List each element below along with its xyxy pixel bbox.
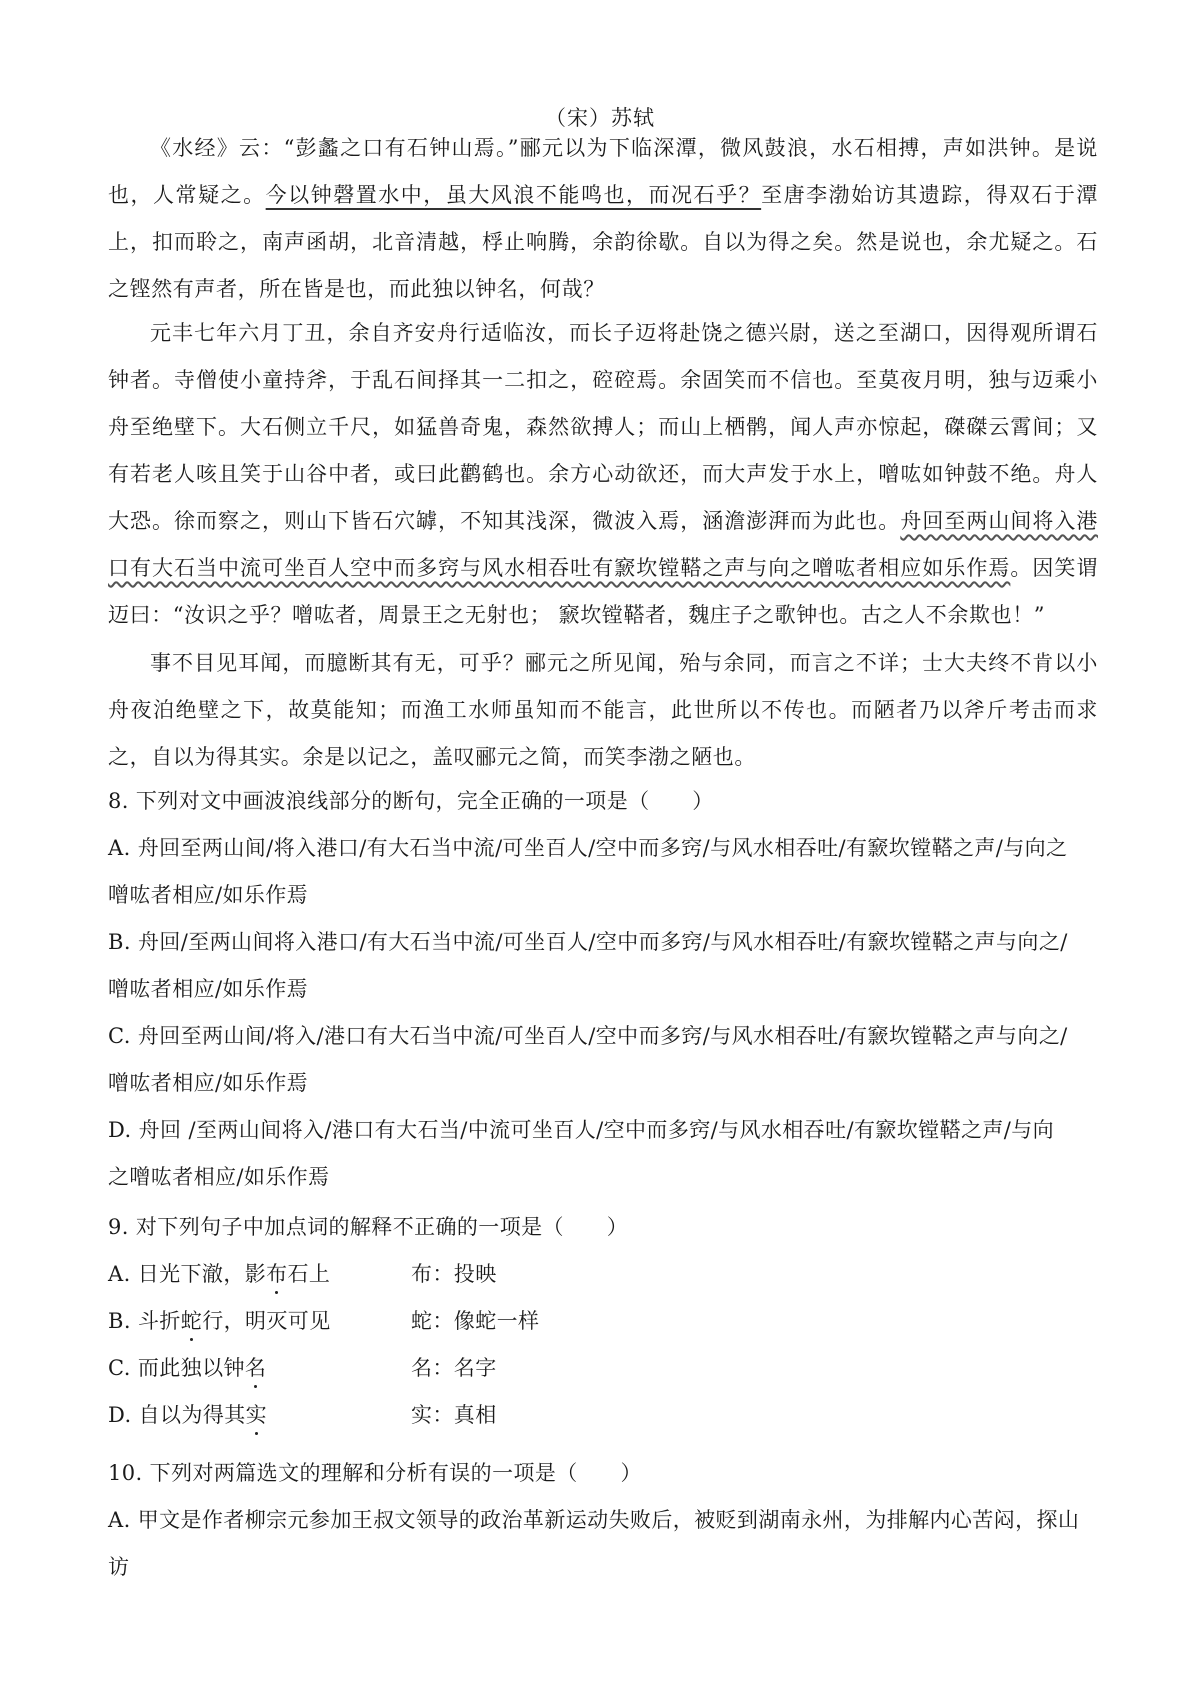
dotted-word: 布 bbox=[266, 1251, 287, 1298]
passage-paragraph-1 bbox=[108, 125, 1098, 313]
dotted-word: 实 bbox=[246, 1392, 267, 1439]
option-c-line-1: C. 舟回至两山间/将入/港口有大石当中流/可坐百人/空中而多窍/与风水相吞吐/有窾坎镗鞳之声与向之/ bbox=[108, 1024, 1068, 1048]
explanation: 蛇：像蛇一样 bbox=[411, 1309, 540, 1333]
question-9-stem bbox=[108, 1204, 1098, 1251]
question-stem: 10. 下列对两篇选文的理解和分析有误的一项是（ ） bbox=[108, 1461, 642, 1485]
underlined-sentence: 今以钟磬置水中，虽大风浪不能鸣也，而况石乎？ bbox=[265, 183, 762, 207]
question-10 bbox=[108, 1450, 1098, 1591]
passage-paragraph-3 bbox=[108, 640, 1098, 781]
option-c-line-2: 噌吰者相应/如乐作焉 bbox=[108, 1071, 309, 1095]
dotted-word: 名 bbox=[245, 1345, 266, 1392]
passage-text: 。因笑谓迈曰：“汝识之乎？噌吰者，周景王之无射也； 窾坎镗鞳者，魏庄子之歌钟也。古之人不余欺也！” bbox=[108, 556, 1098, 627]
question-stem: 8. 下列对文中画波浪线部分的断句，完全正确的一项是（ ） bbox=[108, 789, 714, 813]
option-b-line-1: B. 舟回/至两山间将入港口/有大石当中流/可坐百人/空中而多窍/与风水相吞吐/有窾坎镗鞳之声与向之/ bbox=[108, 930, 1068, 954]
q9-option-c: C. 而此独以钟名 名：名字 bbox=[108, 1345, 1098, 1392]
q9-option-a: A. 日光下澈，影布石上 布：投映 bbox=[108, 1251, 1098, 1298]
explanation: 名：名字 bbox=[411, 1356, 497, 1380]
question-stem: 9. 对下列句子中加点词的解释不正确的一项是（ ） bbox=[108, 1215, 629, 1239]
q9-option-d: D. 自以为得其实 实：真相 bbox=[108, 1392, 1098, 1439]
passage-text: 元丰七年六月丁丑，余自齐安舟行适临汝，而长子迈将赴饶之德兴尉，送之至湖口，因得观所谓石钟者。寺僧使小童持斧，于乱石间择其一二扣之，硿硿焉。余固笑而不信也。至莫夜月明，独与迈乘小舟至绝壁下。大石侧立千尺，如猛兽奇鬼，森然欲搏人；而山上栖鹘，闻人声亦惊起，磔磔云霄间；又有若老人咳且笑于山谷中者，或曰此鹳鹤也。余方心动欲还，而大声发于水上，噌吰如钟鼓不绝。舟人大恐。徐而察之，则山下皆石穴罅，不知其浅深，微波入焉，涵澹澎湃而为此也。 bbox=[108, 321, 1098, 533]
dotted-word: 蛇 bbox=[181, 1298, 202, 1345]
question-8 bbox=[108, 778, 1098, 1201]
option-d-line-2: 之噌吰者相应/如乐作焉 bbox=[108, 1165, 330, 1189]
option-d-line-1: D. 舟回 /至两山间将入/港口有大石当/中流可坐百人/空中而多窍/与风水相吞吐/有窾坎镗鞳之声/与向 bbox=[108, 1118, 1055, 1142]
passage-paragraph-2 bbox=[108, 310, 1098, 639]
explanation: 布：投映 bbox=[411, 1262, 497, 1286]
option-a-line-1: A. 舟回至两山间/将入港口/有大石当中流/可坐百人/空中而多窍/与风水相吞吐/有窾坎镗鞳之声/与向之 bbox=[108, 836, 1068, 860]
wavy-underlined-sentence: 舟回至两山间将入港口有大石当中流可坐百人空中而多窍与风水相吞吐有窾坎镗鞳之声与向之噌吰者相应如乐作焉 bbox=[108, 509, 1098, 580]
option-a-line-1: A. 甲文是作者柳宗元参加王叔文领导的政治革新运动失败后，被贬到湖南永州，为排解内心苦闷，探山访 bbox=[108, 1508, 1080, 1579]
passage-text: 至唐李渤始访其遗踪，得双石于潭上，扣而聆之，南声函胡，北音清越，桴止响腾，余韵徐歇。自以为得之矣。然是说也，余尤疑之。石之铿然有声者，所在皆是也，而此独以钟名，何哉？ bbox=[108, 183, 1099, 301]
passage-text: 事不目见耳闻，而臆断其有无，可乎？郦元之所见闻，殆与余同，而言之不详；士大夫终不肯以小舟夜泊绝壁之下，故莫能知；而渔工水师虽知而不能言，此世所以不传也。而陋者乃以斧斤考击而求之，自以为得其实。余是以记之，盖叹郦元之简，而笑李渤之陋也。 bbox=[108, 651, 1098, 769]
option-b-line-2: 噌吰者相应/如乐作焉 bbox=[108, 977, 309, 1001]
q9-option-b: B. 斗折蛇行，明灭可见 蛇：像蛇一样 bbox=[108, 1298, 1098, 1345]
passage-text: 《水经》云：“彭蠡之口有石钟山焉。”郦元以为下临深潭，微风鼓浪，水石相搏，声如洪钟。是说也，人常疑之。 bbox=[108, 136, 1098, 207]
author-title: （宋）苏轼 bbox=[545, 106, 655, 130]
explanation: 实：真相 bbox=[411, 1403, 497, 1427]
option-a-line-2: 噌吰者相应/如乐作焉 bbox=[108, 883, 309, 907]
